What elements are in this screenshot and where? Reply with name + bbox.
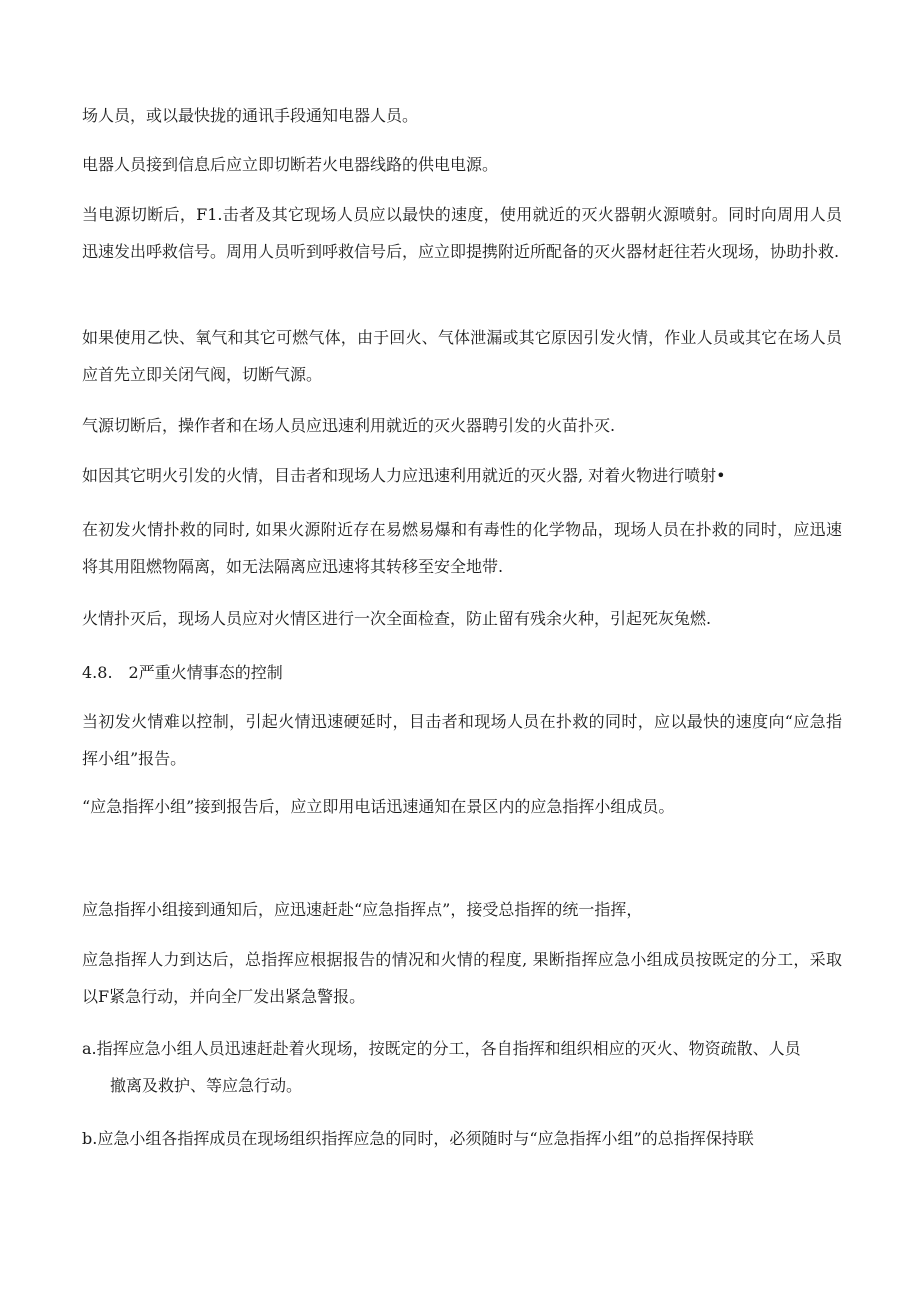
paragraph: “应急指挥小组”接到报告后，应立即用电话迅速通知在景区内的应急指挥小组成员。: [82, 797, 675, 816]
paragraph: 火情扑灭后，现场人员应对火情区进行一次全面检查，防止留有残余火种，引起死灰兔燃.: [82, 609, 712, 628]
section-heading: 4.8. 2严重火情事态的控制: [82, 663, 283, 682]
list-item-first-line: b.应急小组各指挥成员在现场组织指挥应急的同时，必须随时与“应急指挥小组”的总指挥保持联: [82, 1129, 754, 1148]
paragraph: 应急指挥人力到达后，总指挥应根据报告的情况和火情的程度, 果断指挥应急小组成员按既定的分工，采取以F紧急行动，并向全厂发出紧急警报。: [82, 950, 842, 1006]
paragraph: 应急指挥小组接到通知后，应迅速赶赴“应急指挥点”，接受总指挥的统一指挥，: [82, 900, 643, 919]
paragraph: 当电源切断后，F1.击者及其它现场人员应以最快的速度，使用就近的灭火器朝火源喷射。同时向周用人员迅速发出呼救信号。周用人员听到呼救信号后，应立即提携附近所配备的灭火器材赶往若火现场，协助扑救.: [82, 205, 842, 261]
paragraph: 气源切断后，操作者和在场人员应迅速利用就近的灭火器聘引发的火苗扑灭.: [82, 416, 616, 435]
paragraph: 当初发火情难以控制，引起火情迅速硬延时，目击者和现场人员在扑救的同时，应以最快的速度向“应急指挥小组”报告。: [82, 712, 842, 768]
paragraph: 如果使用乙快、氧气和其它可燃气体，由于回火、气体泄漏或其它原因引发火情，作业人员或其它在场人员应首先立即关闭气阀，切断气源。: [82, 328, 842, 384]
paragraph: 在初发火情扑救的同时, 如果火源附近存在易燃易爆和有毒性的化学物品，现场人员在扑救的同时，应迅速将其用阻燃物隔离，如无法隔离应迅速将其转移至安全地带.: [82, 520, 842, 576]
paragraph: 场人员，或以最快拢的通讯手段通知电器人员。: [82, 106, 419, 125]
list-item: [82, 1120, 842, 1157]
list-item-continuation: 撤离及救护、等应急行动。: [110, 1076, 303, 1095]
paragraph: 电器人员接到信息后应立即切断若火电器线路的供电电源。: [82, 155, 499, 174]
list-item: [82, 1030, 842, 1104]
list-item-first-line: a.指挥应急小组人员迅速赶赴着火现场，按既定的分工，各自指挥和组织相应的灭火、物资疏散、人员: [82, 1039, 801, 1058]
paragraph: 如因其它明火引发的火情，目击者和现场人力应迅速利用就近的灭火器, 对着火物进行喷射•: [82, 466, 726, 485]
